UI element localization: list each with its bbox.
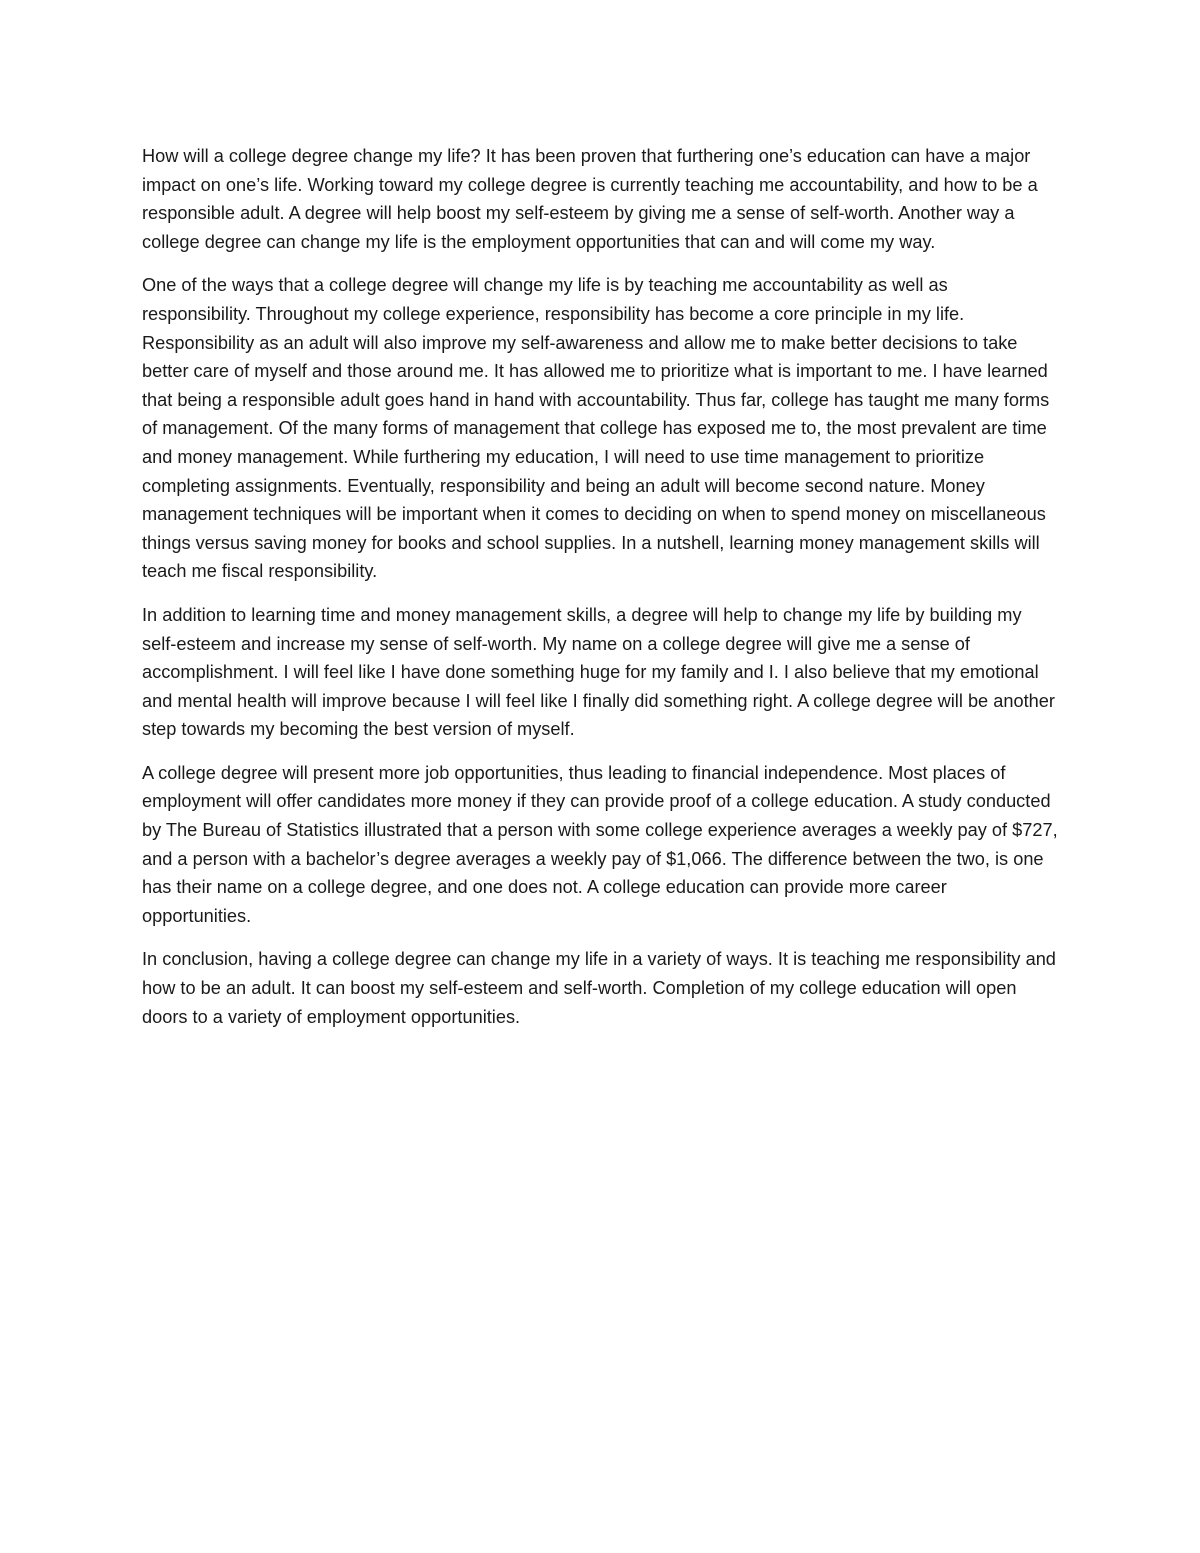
paragraph-self-esteem: In addition to learning time and money management skills, a degree will help to change my life by building my self-esteem and increase my sense of self-worth. My name on a college degree will give me a sense of accomplishment. I will feel like I have done something huge for my family and I. I also believe that my emotional and mental health will improve because I will feel like I finally did something right. A college degree will be another step towards my becoming the best version of myself. <box>142 604 1055 740</box>
paragraph-job-opportunities: A college degree will present more job opportunities, thus leading to financial independence. Most places of employment will offer candidates more money if they can provide proof of a college education. A study conducted by The Bureau of Statistics illustrated that a person with some college experience averages a weekly pay of $727, and a person with a bachelor’s degree averages a weekly pay of $1,066. The difference between the two, is one has their name on a college degree, and one does not. A college education can provide more career opportunities. <box>142 762 1058 926</box>
document-body <box>142 142 1060 1046</box>
paragraph-conclusion: In conclusion, having a college degree can change my life in a variety of ways. It is teaching me responsibility and how to be an adult. It can boost my self-esteem and self-worth. Completion of my college education will open doors to a variety of employment opportunities. <box>142 949 1056 1027</box>
paragraph-intro: How will a college degree change my life? It has been proven that furthering one’s education can have a major impact on one’s life. Working toward my college degree is currently teaching me accountability, and how to be a responsible adult. A degree will help boost my self-esteem by giving me a sense of self-worth. Another way a college degree can change my life is the employment opportunities that can and will come my way. <box>142 146 1038 252</box>
paragraph-responsibility: One of the ways that a college degree will change my life is by teaching me accountability as well as responsibility. Throughout my college experience, responsibility has become a core principle in my life. Responsibility as an adult will also improve my self-awareness and allow me to make better decisions to take better care of myself and those around me. It has allowed me to prioritize what is important to me. I have learned that being a responsible adult goes hand in hand with accountability. Thus far, college has taught me many forms of management. Of the many forms of management that college has exposed me to, the most prevalent are time and money management. While furthering my education, I will need to use time management to prioritize completing assignments. Eventually, responsibility and being an adult will become second nature. Money management techniques will be important when it comes to deciding on when to spend money on miscellaneous things versus saving money for books and school supplies. In a nutshell, learning money management skills will teach me fiscal responsibility. <box>142 275 1050 582</box>
